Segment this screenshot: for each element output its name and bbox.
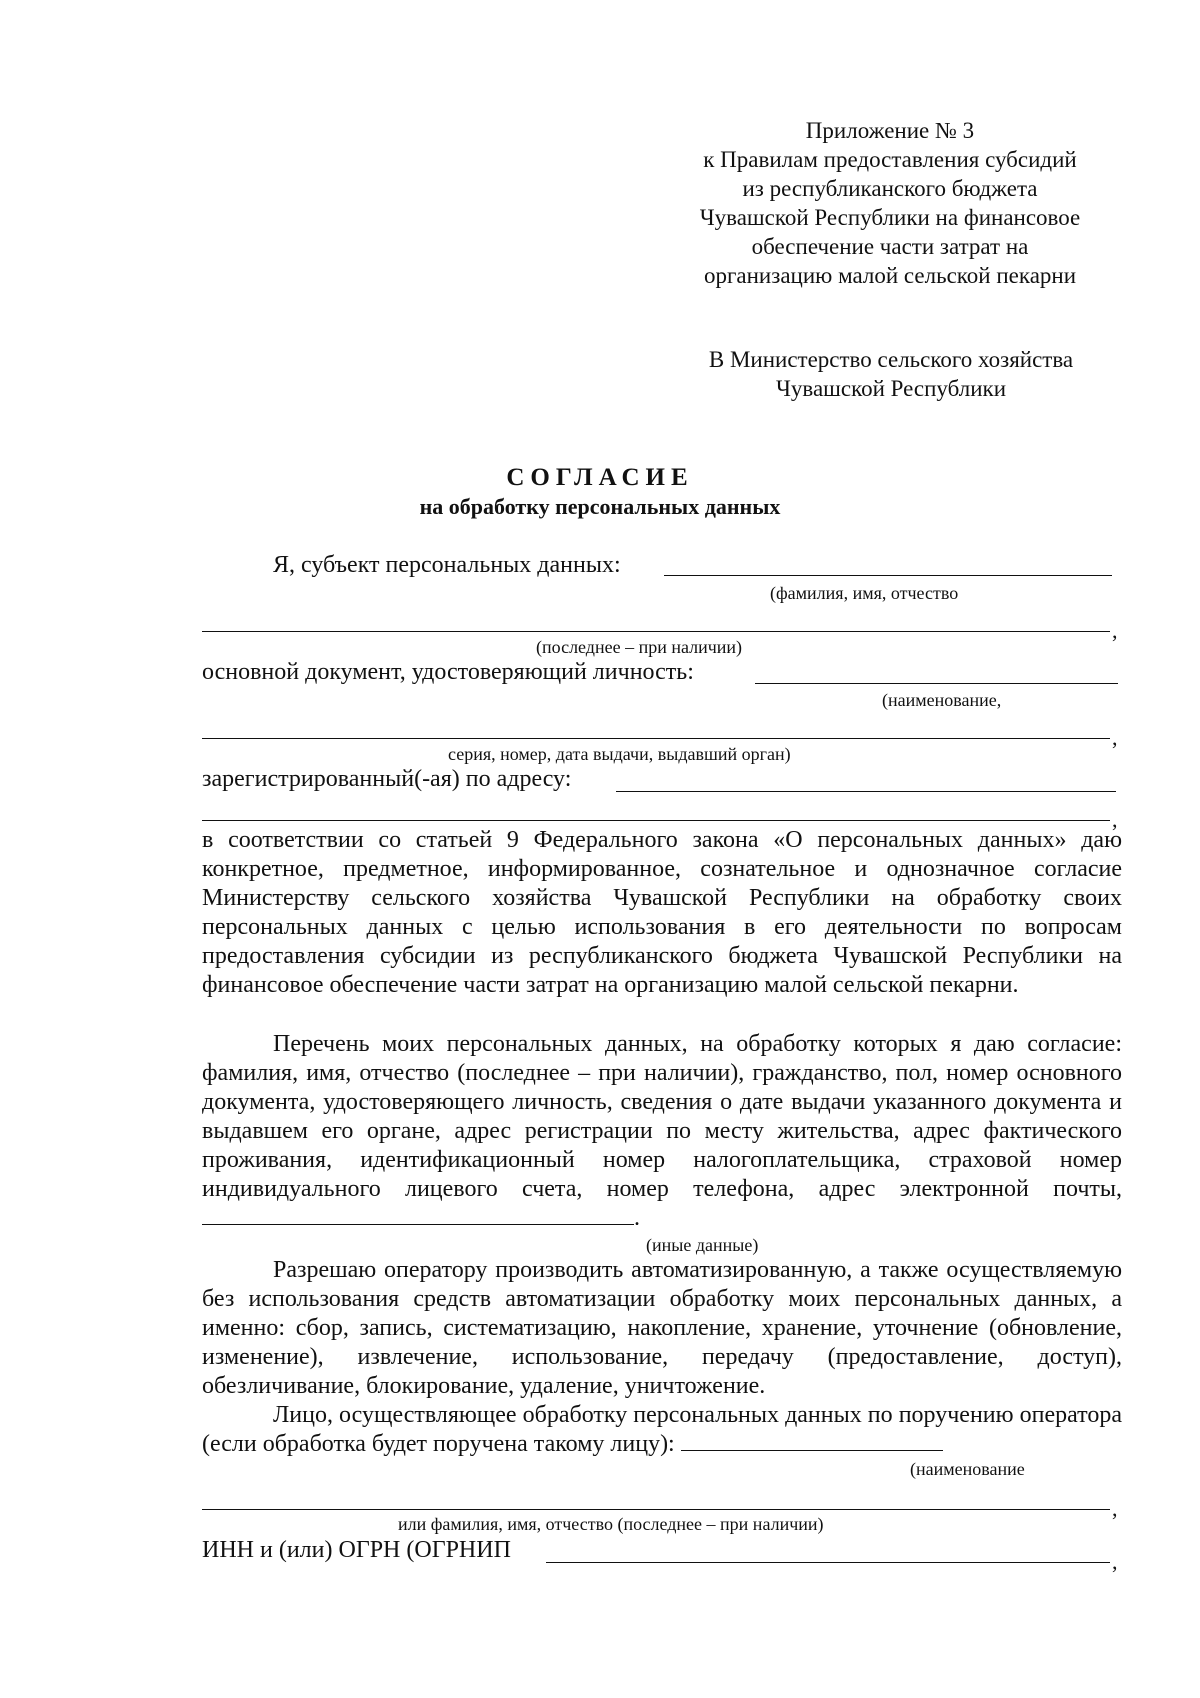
doc-field-line[interactable] — [755, 683, 1118, 684]
comma: , — [1112, 618, 1118, 643]
fio-field-line[interactable] — [664, 575, 1112, 576]
comma: , — [1112, 1496, 1118, 1521]
comma: , — [1112, 725, 1118, 750]
address-field-line-2[interactable] — [202, 820, 1110, 821]
appendix-header — [650, 116, 1130, 290]
address-field-line[interactable] — [616, 791, 1116, 792]
comma: , — [1112, 807, 1118, 832]
doc-field-line-2[interactable] — [202, 738, 1110, 739]
processor-field-line-2[interactable] — [202, 1509, 1110, 1510]
title-main: СОГЛАСИЕ — [506, 464, 694, 491]
hint-patronymic: (последнее – при наличии) — [536, 637, 743, 657]
paragraph-consent: в соответствии со статьей 9 Федерального закона «О персональных данных» даю конкретное, предметное, информированное, сознательное и однозначное согласие Министерству сельского хозяйства Чувашской Республики на обработку своих персональных данных с целью использования в его деятельности по вопросам предоставления субсидии из республиканского бюджета Чувашской Республики на финансовое обеспечение части затрат на организацию малой сельской пекарни. — [202, 827, 1122, 998]
header-line: организацию малой сельской пекарни — [703, 263, 1077, 288]
paragraph-processor-text: Лицо, осуществляющее обработку персональных данных по поручению оператора (если обработка будет поручена такому лицу): — [202, 1402, 1122, 1457]
paragraph-processor — [202, 1401, 1122, 1459]
paragraph-operations: Разрешаю оператору производить автоматизированную, а также осуществляемую без использования средств автоматизации обработку моих персональных данных, а именно: сбор, запись, систематизацию, накопление, хранение, уточнение (обновление, изменение), извлечение, использование, передачу (предоставление, доступ), обезличивание, блокирование, удаление, уничтожение. — [202, 1257, 1122, 1399]
comma: , — [1112, 1549, 1118, 1574]
inn-field-line[interactable] — [546, 1562, 1110, 1563]
addressee — [650, 345, 1132, 403]
header-line: обеспечение части затрат на — [751, 234, 1029, 259]
paragraph-data-list-text: Перечень моих персональных данных, на обработку которых я даю согласие: фамилия, имя, отчество (последнее – при наличии), гражданство, пол, номер основного документа, удостоверяющего личность, сведения о дате выдачи указанного документа и выдавшем его органе, адрес регистрации по месту жительства, адрес фактического проживания, идентификационный номер налогоплательщика, страховой номер индивидуального лицевого счета, номер телефона, адрес электронной почты, — [202, 1031, 1122, 1202]
addressee-line: В Министерство сельского хозяйства — [708, 347, 1074, 372]
header-line: Приложение № 3 — [805, 118, 975, 143]
subject-label: Я, субъект персональных данных: — [273, 552, 621, 578]
header-line: из республиканского бюджета — [742, 176, 1038, 201]
hint-fio: (фамилия, имя, отчество — [770, 583, 959, 603]
doc-label: основной документ, удостоверяющий личность: — [202, 659, 694, 685]
header-line: к Правилам предоставления субсидий — [703, 147, 1077, 172]
hint-other-data: (иные данные) — [646, 1235, 759, 1255]
address-label: зарегистрированный(-ая) по адресу: — [202, 766, 572, 792]
other-data-field-line[interactable] — [202, 1204, 634, 1225]
hint-doc-details: серия, номер, дата выдачи, выдавший орган) — [448, 744, 791, 764]
processor-field-line[interactable] — [681, 1430, 943, 1451]
fio-field-line-2[interactable] — [202, 631, 1110, 632]
hint-name-2: или фамилия, имя, отчество (последнее – при наличии) — [398, 1514, 824, 1534]
document-title — [0, 463, 1200, 521]
addressee-line: Чувашской Республики — [775, 376, 1007, 401]
header-line: Чувашской Республики на финансовое — [699, 205, 1081, 230]
hint-doc-name: (наименование, — [882, 690, 1002, 710]
title-sub: на обработку персональных данных — [419, 494, 781, 519]
hint-name: (наименование — [910, 1459, 1025, 1479]
inn-label: ИНН и (или) ОГРН (ОГРНИП — [202, 1537, 511, 1563]
period: . — [634, 1205, 640, 1231]
paragraph-data-list — [202, 1030, 1122, 1233]
